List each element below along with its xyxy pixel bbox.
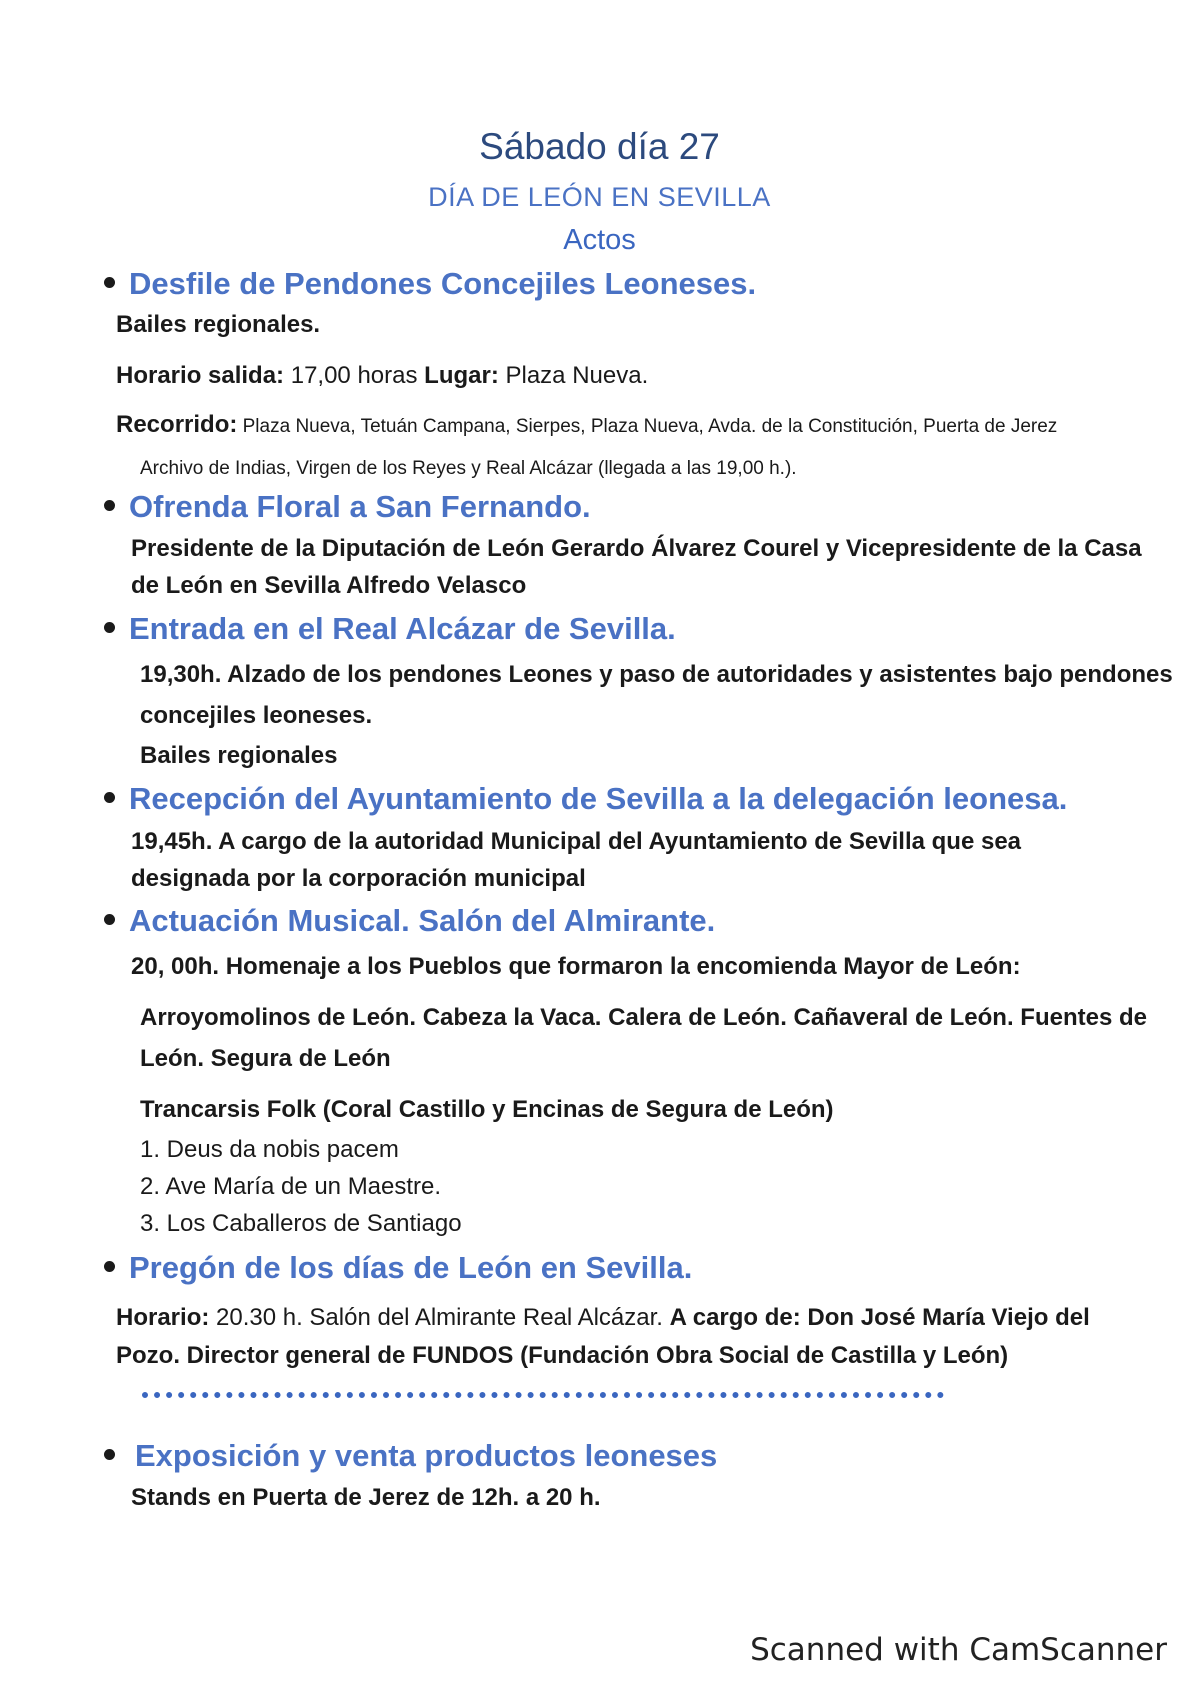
desfile-recorrido-cont: Archivo de Indias, Virgen de los Reyes y Real Alcázar (llegada a las 19,00 h.). — [140, 458, 797, 479]
ofrenda-line-2: de León en Sevilla Alfredo Velasco — [131, 572, 527, 599]
recepcion-line-2: designada por la corporación municipal — [131, 865, 586, 892]
section-heading-recepcion: Recepción del Ayuntamiento de Sevilla a la delegación leonesa. — [104, 781, 1067, 817]
bullet-icon — [104, 1449, 115, 1460]
section-heading-ofrenda: Ofrenda Floral a San Fernando. — [104, 489, 591, 525]
bullet-icon — [104, 277, 115, 288]
section-label-actos: Actos — [563, 224, 636, 256]
section-heading-exposicion: Exposición y venta productos leoneses — [104, 1438, 717, 1474]
section-heading-desfile: Desfile de Pendones Concejiles Leoneses. — [104, 266, 756, 302]
entrada-line-1: 19,30h. Alzado de los pendones Leones y paso de autoridades y asistentes bajo pendones — [140, 661, 1173, 688]
bullet-icon — [104, 914, 115, 925]
pregon-line-1: Horario: 20.30 h. Salón del Almirante Real Alcázar. A cargo de: Don José María Viejo del — [116, 1304, 1090, 1331]
recepcion-line-1: 19,45h. A cargo de la autoridad Municipal del Ayuntamiento de Sevilla que sea — [131, 828, 1022, 855]
camscanner-watermark: Scanned with CamScanner — [750, 1632, 1167, 1668]
bullet-icon — [104, 500, 115, 511]
actuacion-grupo: Trancarsis Folk (Coral Castillo y Encinas de Segura de León) — [140, 1096, 834, 1123]
section-heading-entrada: Entrada en el Real Alcázar de Sevilla. — [104, 611, 676, 647]
actuacion-pueblos-2: León. Segura de León — [140, 1045, 391, 1072]
desfile-horario: Horario salida: 17,00 horas Lugar: Plaza Nueva. — [116, 362, 649, 389]
desfile-bailes: Bailes regionales. — [116, 311, 321, 338]
desfile-recorrido: Recorrido: Plaza Nueva, Tetuán Campana, Sierpes, Plaza Nueva, Avda. de la Constitución, Puerta de Jerez — [116, 411, 1058, 438]
entrada-line-2: concejiles leoneses. — [140, 702, 373, 729]
bullet-icon — [104, 1261, 115, 1272]
actuacion-pueblos-1: Arroyomolinos de León. Cabeza la Vaca. Calera de León. Cañaveral de León. Fuentes de — [140, 1004, 1147, 1031]
list-item: 2. Ave María de un Maestre. — [140, 1173, 442, 1200]
entrada-line-3: Bailes regionales — [140, 742, 338, 769]
dotted-divider — [142, 1392, 944, 1398]
pregon-line-2: Pozo. Director general de FUNDOS (Fundación Obra Social de Castilla y León) — [116, 1342, 1009, 1369]
bullet-icon — [104, 792, 115, 803]
actuacion-line-1: 20, 00h. Homenaje a los Pueblos que formaron la encomienda Mayor de León: — [131, 953, 1021, 980]
section-heading-pregon: Pregón de los días de León en Sevilla. — [104, 1250, 692, 1286]
section-heading-actuacion: Actuación Musical. Salón del Almirante. — [104, 903, 715, 939]
ofrenda-line-1: Presidente de la Diputación de León Gerardo Álvarez Courel y Vicepresidente de la Casa — [131, 535, 1142, 562]
list-item: 1. Deus da nobis pacem — [140, 1136, 399, 1163]
list-item: 3. Los Caballeros de Santiago — [140, 1210, 462, 1237]
page-title: Sábado día 27 — [479, 126, 720, 167]
bullet-icon — [104, 622, 115, 633]
exposicion-line-1: Stands en Puerta de Jerez de 12h. a 20 h. — [131, 1484, 601, 1511]
page-subtitle: DÍA DE LEÓN EN SEVILLA — [428, 182, 771, 212]
